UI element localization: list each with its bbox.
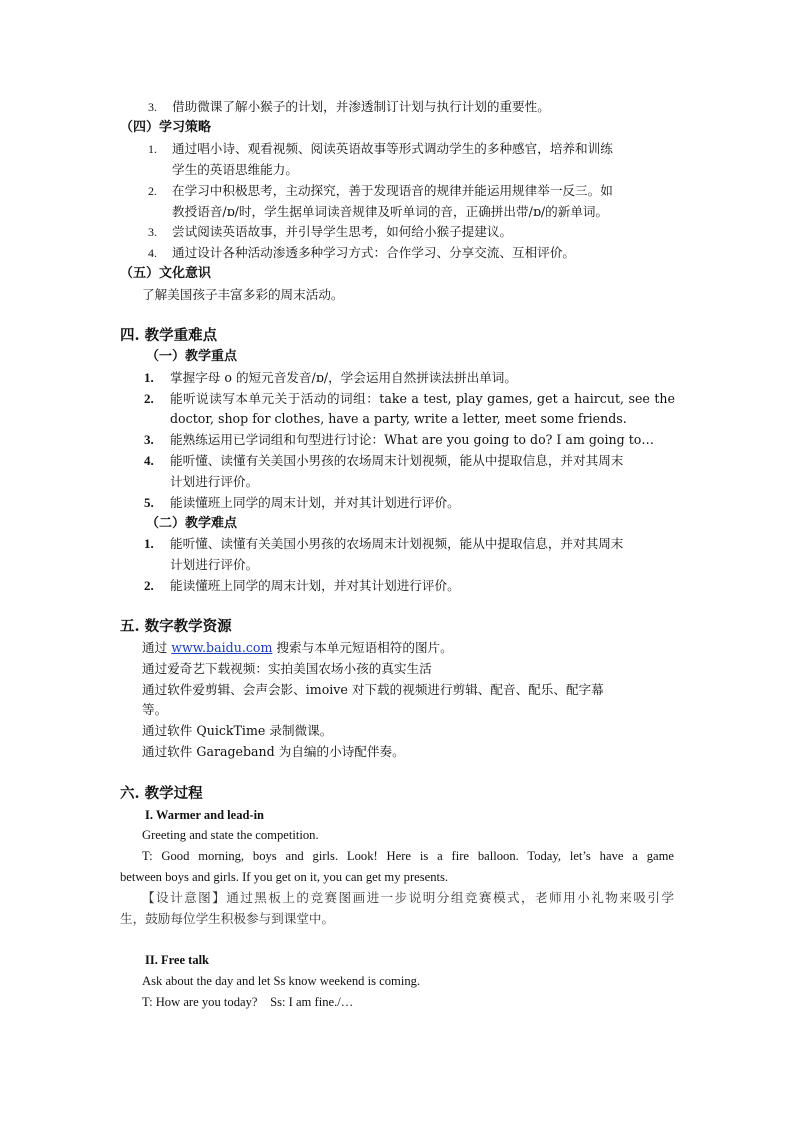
- list-number: 2.: [148, 184, 157, 198]
- list-item-text-cont: 计划进行评价。: [170, 557, 259, 572]
- culture-text: 了解美国孩子丰富多彩的周末活动。: [142, 287, 344, 302]
- resource-line: 通过软件 Garageband 为自编的小诗配伴奏。: [142, 744, 405, 759]
- resource-line: 通过爱奇艺下载视频：实拍美国农场小孩的真实生活: [142, 661, 432, 676]
- subsection-heading-strategy: （四）学习策略: [120, 120, 212, 135]
- resource-text: 搜索与本单元短语相符的图片。: [272, 640, 453, 655]
- subsection-heading-difficulty: （二）教学难点: [146, 516, 238, 531]
- list-item-text: 能读懂班上同学的周末计划，并对其计划进行评价。: [170, 578, 460, 593]
- process-text: T: Good morning, boys and girls. Look! Here is a fire balloon. Today, let’s have a game: [142, 849, 674, 863]
- section-heading-key-points: 四. 教学重难点: [120, 327, 218, 344]
- section-heading-resources: 五. 数字教学资源: [120, 618, 232, 635]
- list-item-text: 能听说读写本单元关于活动的词组：take a test, play games, get a haircut, see the: [170, 391, 675, 406]
- process-text-cont: between boys and girls. If you get on it, you can get my presents.: [120, 870, 449, 884]
- resource-line: 通过软件 QuickTime 录制微课。: [142, 723, 333, 738]
- list-number: 1.: [144, 370, 154, 385]
- list-number: 2.: [144, 391, 154, 406]
- baidu-link[interactable]: www.baidu.com: [171, 640, 273, 655]
- list-number: 4.: [144, 453, 154, 468]
- resource-line: 通过软件爱剪辑、会声会影、imoive 对下载的视频进行剪辑、配音、配乐、配字幕: [142, 682, 604, 697]
- list-item-text: 通过设计各种活动渗透多种学习方式：合作学习、分享交流、互相评价。: [172, 245, 575, 260]
- list-item-text: 通过唱小诗、观看视频、阅读英语故事等形式调动学生的多种感官，培养和训练: [172, 141, 613, 156]
- list-number: 3.: [144, 432, 154, 447]
- design-intent-cont: 生，鼓励每位学生积极参与到课堂中。: [120, 911, 335, 926]
- list-item-text: 掌握字母 o 的短元音发音/ɒ/，学会运用自然拼读法拼出单词。: [170, 370, 517, 385]
- process-text: Greeting and state the competition.: [142, 828, 319, 842]
- list-item-text: 尝试阅读英语故事，并引导学生思考，如何给小猴子提建议。: [172, 224, 513, 239]
- section-heading-process: 六. 教学过程: [120, 785, 203, 802]
- list-item-text-cont: 教授语音/ɒ/时，学生据单词读音规律及听单词的音，正确拼出带/ɒ/的新单词。: [172, 204, 609, 219]
- step-heading-warmer: I. Warmer and lead-in: [145, 808, 264, 822]
- list-item-text-cont: doctor, shop for clothes, have a party, write a letter, meet some friends.: [170, 411, 627, 426]
- subsection-heading-culture: （五）文化意识: [120, 266, 212, 281]
- resource-text: 通过: [142, 640, 172, 655]
- list-item-text-cont: 学生的英语思维能力。: [172, 162, 298, 177]
- list-item-text: 能听懂、读懂有关美国小男孩的农场周末计划视频，能从中提取信息，并对其周末: [170, 453, 624, 468]
- list-number: 3.: [148, 100, 157, 114]
- resource-line-cont: 等。: [142, 702, 168, 717]
- list-item-text: 能熟练运用已学词组和句型进行讨论：What are you going to do? I am going to…: [170, 432, 654, 447]
- list-number: 5.: [144, 495, 154, 510]
- list-item-text: 能听懂、读懂有关美国小男孩的农场周末计划视频，能从中提取信息，并对其周末: [170, 536, 624, 551]
- step-heading-free-talk: II. Free talk: [145, 953, 209, 967]
- list-number: 3.: [148, 225, 157, 239]
- list-item-text-cont: 计划进行评价。: [170, 474, 259, 489]
- list-number: 1.: [144, 536, 154, 551]
- list-number: 4.: [148, 246, 157, 260]
- design-intent: 【设计意图】通过黑板上的竞赛图画进一步说明分组竞赛模式，老师用小礼物来吸引学: [142, 890, 674, 905]
- list-number: 2.: [144, 578, 154, 593]
- list-item-text: 能读懂班上同学的周末计划，并对其计划进行评价。: [170, 495, 460, 510]
- resource-line: [142, 640, 453, 656]
- subsection-heading-focus: （一）教学重点: [146, 349, 238, 364]
- list-item-text: 在学习中积极思考，主动探究，善于发现语音的规律并能运用规律举一反三。如: [172, 183, 613, 198]
- process-text: T: How are you today? Ss: I am fine./…: [142, 995, 354, 1009]
- list-item-text: 借助微课了解小猴子的计划，并渗透制订计划与执行计划的重要性。: [172, 99, 550, 114]
- list-number: 1.: [148, 142, 157, 156]
- process-text: Ask about the day and let Ss know weekend is coming.: [142, 974, 421, 988]
